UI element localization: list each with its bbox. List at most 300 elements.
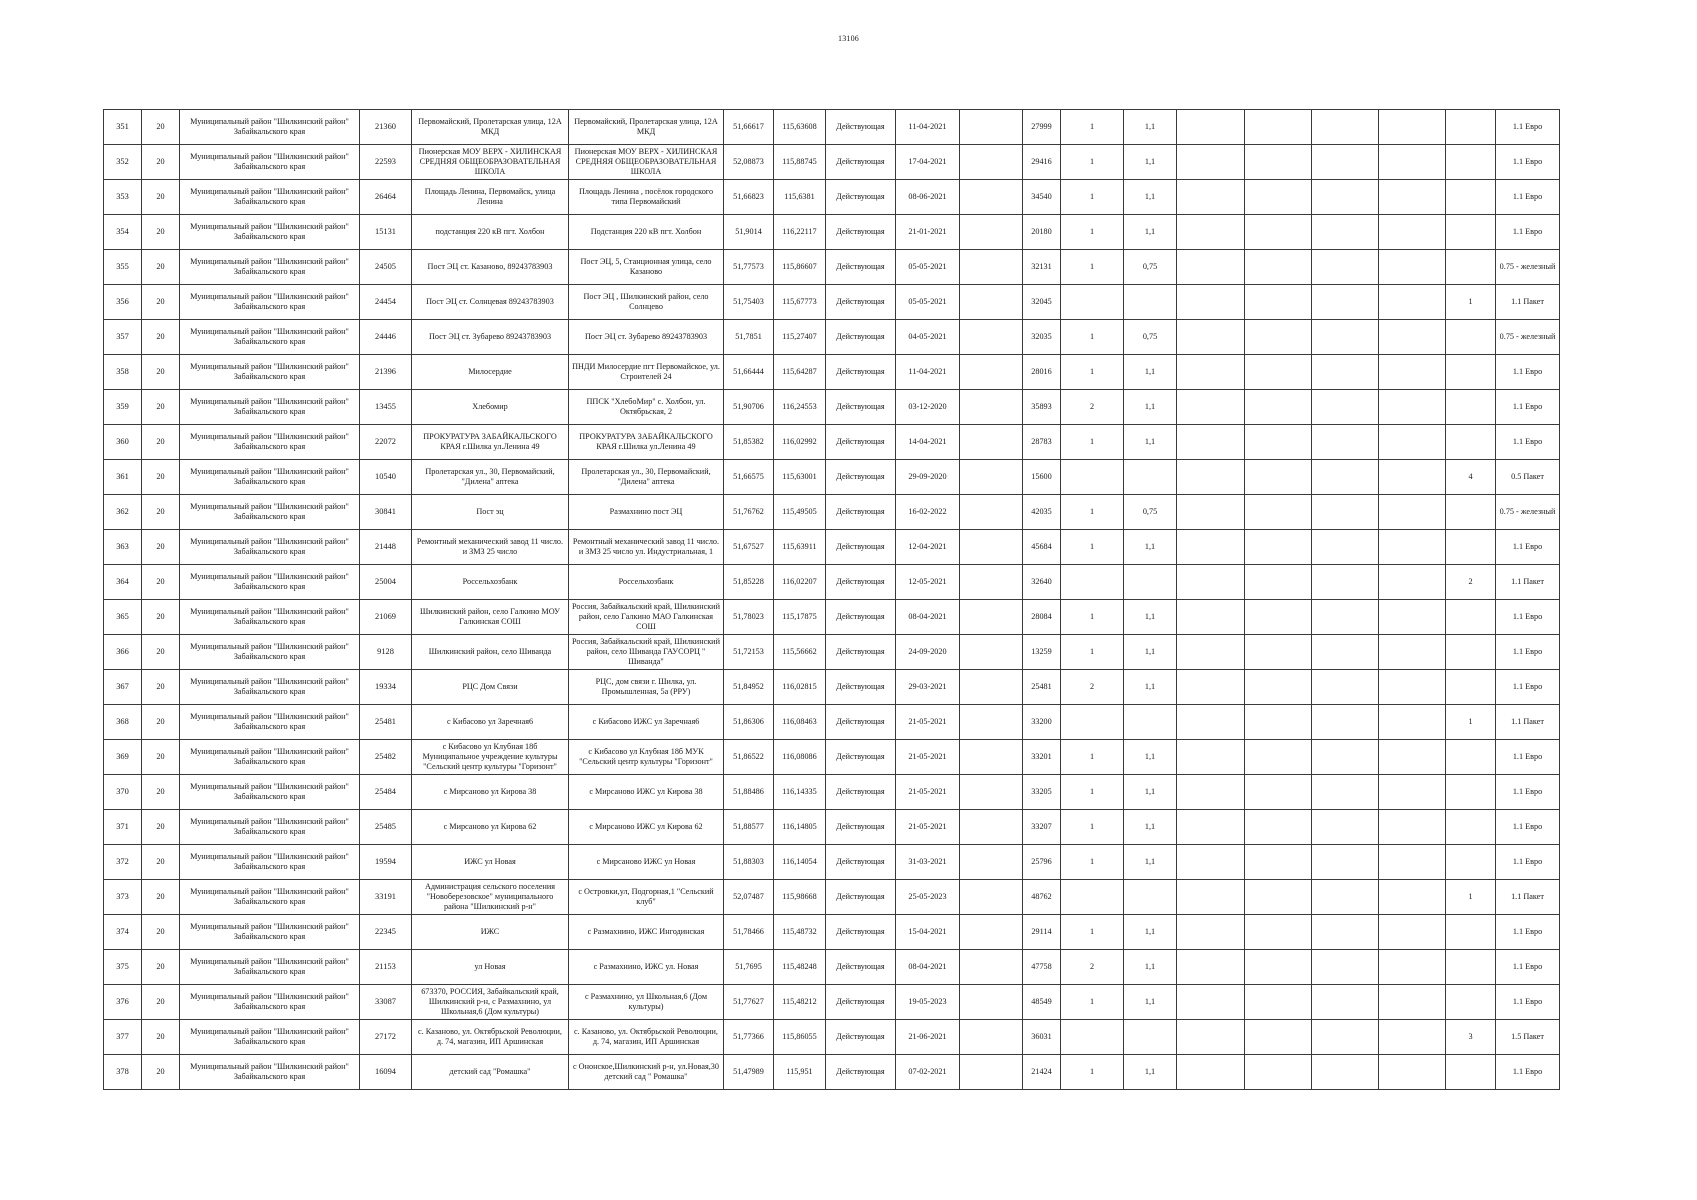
cell-content xyxy=(106,752,139,762)
cell-content xyxy=(776,577,823,587)
cell-text: 1 xyxy=(1089,752,1095,761)
cell-empty-col-e xyxy=(1379,670,1446,705)
cell-content xyxy=(182,537,357,557)
cell-text: 26464 xyxy=(375,192,396,201)
cell-content xyxy=(898,507,957,517)
cell-text: 351 xyxy=(116,122,129,131)
cell-empty-col-c xyxy=(1245,215,1312,250)
cell-content xyxy=(1498,402,1557,412)
cell-text: 29416 xyxy=(1031,157,1052,166)
cell-text: 25481 xyxy=(1031,682,1052,691)
cell-content xyxy=(776,297,823,307)
cell-content xyxy=(182,152,357,172)
cell-latitude xyxy=(724,810,774,845)
cell-content xyxy=(1126,752,1174,762)
cell-text: 1.1 Евро xyxy=(1512,822,1543,831)
cell-empty-col-b xyxy=(1177,110,1245,145)
cell-content xyxy=(1025,227,1058,237)
cell-content xyxy=(828,332,893,342)
cell-text: 1.1 Евро xyxy=(1512,927,1543,936)
cell-content xyxy=(1063,682,1121,692)
cell-text: 51,67527 xyxy=(733,542,764,551)
cell-container-volume xyxy=(1124,530,1177,565)
cell-content xyxy=(362,962,409,972)
cell-date xyxy=(896,915,960,950)
cell-location-description xyxy=(569,775,724,810)
cell-text: 0.75 - железный xyxy=(1499,332,1556,341)
cell-text: Пост ЭЦ, 5, Станционная улица, село Казаново xyxy=(580,257,712,276)
cell-text: 115,86607 xyxy=(782,262,817,271)
cell-text: 358 xyxy=(116,367,129,376)
cell-content xyxy=(362,612,409,622)
cell-text: 1 xyxy=(1089,262,1095,271)
cell-address xyxy=(412,845,569,880)
cell-text: 12-04-2021 xyxy=(908,542,947,551)
cell-container-site-code xyxy=(1023,495,1061,530)
cell-text: с. Казаново, ул. Октябрьской Революции, д. 74, магазин, ИП Аршинская xyxy=(418,1027,562,1046)
cell-content xyxy=(1063,1067,1121,1077)
cell-bag-count xyxy=(1446,915,1496,950)
cell-empty-col-d xyxy=(1312,460,1379,495)
cell-municipality xyxy=(180,145,360,180)
cell-site-id xyxy=(360,320,412,355)
cell-content xyxy=(726,752,771,762)
cell-text: 33191 xyxy=(375,892,396,901)
cell-content xyxy=(1498,542,1557,552)
cell-row-number xyxy=(104,495,142,530)
cell-text: Пост ЭЦ ст. Казаново, 89243783903 xyxy=(427,262,553,271)
cell-empty-col-e xyxy=(1379,600,1446,635)
cell-content xyxy=(1126,157,1174,167)
cell-empty-col-e xyxy=(1379,145,1446,180)
cell-longitude xyxy=(774,1055,826,1090)
cell-content xyxy=(571,147,721,177)
cell-content xyxy=(898,1067,957,1077)
cell-site-id xyxy=(360,670,412,705)
cell-text: Милосердие xyxy=(468,367,512,376)
cell-row-number xyxy=(104,950,142,985)
cell-text: 1 xyxy=(1089,437,1095,446)
cell-location-description xyxy=(569,600,724,635)
cell-bag-count xyxy=(1446,670,1496,705)
cell-content xyxy=(106,892,139,902)
cell-content xyxy=(144,752,177,762)
table-row xyxy=(104,145,1560,180)
cell-content xyxy=(1126,367,1174,377)
cell-empty-col-a xyxy=(960,705,1023,740)
cell-container-count xyxy=(1061,285,1124,320)
cell-content xyxy=(1025,332,1058,342)
cell-content xyxy=(414,647,566,657)
cell-content xyxy=(106,612,139,622)
cell-text: Муниципальный район "Шилкинский район" Забайкальского края xyxy=(190,957,349,976)
cell-location-description xyxy=(569,460,724,495)
cell-content xyxy=(414,717,566,727)
cell-content xyxy=(776,542,823,552)
cell-status xyxy=(826,495,896,530)
cell-content xyxy=(106,472,139,482)
cell-address xyxy=(412,390,569,425)
cell-address xyxy=(412,425,569,460)
cell-content xyxy=(1498,612,1557,622)
cell-text: с Мирсаново ул Кирова 62 xyxy=(443,822,537,831)
cell-text: 16094 xyxy=(375,1067,396,1076)
cell-region-code xyxy=(142,495,180,530)
cell-site-id xyxy=(360,285,412,320)
cell-empty-col-b xyxy=(1177,355,1245,390)
cell-row-number xyxy=(104,1020,142,1055)
cell-longitude xyxy=(774,495,826,530)
cell-content xyxy=(1025,577,1058,587)
cell-container-count xyxy=(1061,250,1124,285)
cell-container-site-code xyxy=(1023,390,1061,425)
cell-municipality xyxy=(180,635,360,670)
cell-text: 115,56662 xyxy=(782,647,817,656)
cell-text: 35893 xyxy=(1031,402,1052,411)
cell-text: 115,49505 xyxy=(782,507,817,516)
cell-content xyxy=(1126,262,1174,272)
cell-status xyxy=(826,565,896,600)
cell-text: 33205 xyxy=(1031,787,1052,796)
cell-content xyxy=(898,192,957,202)
cell-latitude xyxy=(724,145,774,180)
cell-container-volume xyxy=(1124,1020,1177,1055)
table-row xyxy=(104,635,1560,670)
cell-text: Администрация сельского поселения "Новоберезовское" муниципального района "Шилкинский р-н" xyxy=(424,882,556,911)
cell-text: 21153 xyxy=(375,962,396,971)
cell-row-number xyxy=(104,355,142,390)
cell-date xyxy=(896,775,960,810)
cell-empty-col-b xyxy=(1177,460,1245,495)
cell-content xyxy=(1025,682,1058,692)
cell-text: 10540 xyxy=(375,472,396,481)
page-number: 13106 xyxy=(838,34,859,43)
cell-bag-count xyxy=(1446,635,1496,670)
cell-content xyxy=(182,572,357,592)
cell-content xyxy=(571,537,721,557)
cell-bag-count xyxy=(1446,705,1496,740)
table-row xyxy=(104,915,1560,950)
cell-text: 20 xyxy=(156,752,165,761)
cell-content xyxy=(776,857,823,867)
cell-content xyxy=(362,192,409,202)
cell-text: Пост ЭЦ ст. Зубарево 89243783903 xyxy=(428,332,552,341)
cell-content xyxy=(362,122,409,132)
cell-text: Действующая xyxy=(836,437,885,446)
cell-text: Действующая xyxy=(836,647,885,656)
cell-status xyxy=(826,775,896,810)
cell-content xyxy=(182,397,357,417)
cell-content xyxy=(144,262,177,272)
cell-text: 1.1 Евро xyxy=(1512,227,1543,236)
table-row xyxy=(104,600,1560,635)
cell-content xyxy=(571,677,721,697)
cell-text: с Мирсаново ИЖС ул Кирова 62 xyxy=(589,822,703,831)
cell-content xyxy=(776,402,823,412)
cell-container-volume xyxy=(1124,320,1177,355)
cell-content xyxy=(106,542,139,552)
cell-text: 51,66617 xyxy=(733,122,764,131)
cell-text: 115,17875 xyxy=(782,612,817,621)
cell-text: 1.1 Евро xyxy=(1512,787,1543,796)
cell-content xyxy=(726,472,771,482)
cell-status xyxy=(826,705,896,740)
cell-text: Шилкинский район, село Галкино МОУ Галкинская СОШ xyxy=(420,607,560,626)
cell-content xyxy=(106,157,139,167)
cell-content xyxy=(898,542,957,552)
cell-content xyxy=(182,922,357,942)
cell-latitude xyxy=(724,565,774,600)
cell-content xyxy=(1498,927,1557,937)
cell-text: с Мирсаново ИЖС ул Кирова 38 xyxy=(589,787,703,796)
cell-content xyxy=(106,577,139,587)
cell-container-site-code xyxy=(1023,250,1061,285)
cell-container-count xyxy=(1061,985,1124,1020)
cell-region-code xyxy=(142,740,180,775)
cell-empty-col-c xyxy=(1245,635,1312,670)
cell-content xyxy=(828,962,893,972)
cell-empty-col-d xyxy=(1312,390,1379,425)
cell-text: 1.1 Пакет xyxy=(1511,297,1544,306)
cell-content xyxy=(1063,367,1121,377)
cell-text: 21424 xyxy=(1031,1067,1052,1076)
cell-text: 365 xyxy=(116,612,129,621)
cell-site-id xyxy=(360,565,412,600)
cell-content xyxy=(726,507,771,517)
cell-text: 1 xyxy=(1468,892,1473,901)
cell-empty-col-a xyxy=(960,215,1023,250)
cell-content xyxy=(182,817,357,837)
cell-text: 1,1 xyxy=(1144,962,1156,971)
cell-content xyxy=(362,647,409,657)
cell-text: 354 xyxy=(116,227,129,236)
cell-text: подстанция 220 кВ пгт. Холбон xyxy=(435,227,545,236)
cell-content xyxy=(362,927,409,937)
cell-row-number xyxy=(104,215,142,250)
cell-empty-col-d xyxy=(1312,565,1379,600)
cell-location-description xyxy=(569,180,724,215)
cell-text: 116,02815 xyxy=(782,682,817,691)
cell-text: 115,6381 xyxy=(784,192,815,201)
cell-content xyxy=(144,717,177,727)
cell-bag-count xyxy=(1446,250,1496,285)
cell-site-id xyxy=(360,600,412,635)
cell-municipality xyxy=(180,250,360,285)
cell-text: 0.75 - железный xyxy=(1499,507,1556,516)
cell-date xyxy=(896,530,960,565)
cell-text: ПНДИ Милосердие пгт Первомайское, ул. Строителей 24 xyxy=(572,362,720,381)
cell-content xyxy=(898,332,957,342)
cell-text: Пост ЭЦ , Шилкинский район, село Солнцево xyxy=(583,292,709,311)
cell-content xyxy=(414,147,566,177)
cell-content xyxy=(414,332,566,342)
cell-site-id xyxy=(360,740,412,775)
cell-content xyxy=(828,542,893,552)
cell-empty-col-a xyxy=(960,670,1023,705)
cell-content xyxy=(182,187,357,207)
cell-text: Муниципальный район "Шилкинский район" Забайкальского края xyxy=(190,257,349,276)
cell-address xyxy=(412,355,569,390)
cell-container-volume xyxy=(1124,145,1177,180)
cell-container-type xyxy=(1496,250,1560,285)
cell-address xyxy=(412,670,569,705)
cell-empty-col-e xyxy=(1379,320,1446,355)
cell-content xyxy=(144,332,177,342)
cell-municipality xyxy=(180,285,360,320)
cell-bag-count xyxy=(1446,285,1496,320)
cell-text: Действующая xyxy=(836,612,885,621)
cell-region-code xyxy=(142,110,180,145)
cell-empty-col-d xyxy=(1312,845,1379,880)
cell-content xyxy=(1063,542,1121,552)
cell-content xyxy=(571,187,721,207)
cell-container-volume xyxy=(1124,985,1177,1020)
cell-empty-col-a xyxy=(960,250,1023,285)
cell-content xyxy=(898,647,957,657)
cell-latitude xyxy=(724,845,774,880)
cell-content xyxy=(828,927,893,937)
cell-text: 367 xyxy=(116,682,129,691)
cell-longitude xyxy=(774,775,826,810)
cell-empty-col-e xyxy=(1379,845,1446,880)
cell-content xyxy=(182,642,357,662)
cell-empty-col-b xyxy=(1177,705,1245,740)
cell-text: 51,88486 xyxy=(733,787,764,796)
cell-text: 356 xyxy=(116,297,129,306)
cell-text: Действующая xyxy=(836,682,885,691)
cell-text: 0.5 Пакет xyxy=(1511,472,1544,481)
cell-content xyxy=(776,157,823,167)
cell-empty-col-c xyxy=(1245,390,1312,425)
cell-empty-col-b xyxy=(1177,390,1245,425)
cell-empty-col-a xyxy=(960,985,1023,1020)
cell-content xyxy=(726,262,771,272)
cell-region-code xyxy=(142,425,180,460)
cell-region-code xyxy=(142,670,180,705)
cell-content xyxy=(571,257,721,277)
cell-municipality xyxy=(180,1020,360,1055)
cell-text: Муниципальный район "Шилкинский район" Забайкальского края xyxy=(190,747,349,766)
table-row xyxy=(104,355,1560,390)
cell-row-number xyxy=(104,530,142,565)
cell-text: 1.1 Евро xyxy=(1512,752,1543,761)
cell-content xyxy=(776,787,823,797)
cell-content xyxy=(1498,857,1557,867)
cell-site-id xyxy=(360,1055,412,1090)
cell-container-site-code xyxy=(1023,880,1061,915)
cell-text: 1.1 Евро xyxy=(1512,402,1543,411)
cell-empty-col-b xyxy=(1177,950,1245,985)
cell-empty-col-e xyxy=(1379,1020,1446,1055)
cell-text: Площадь Ленина , посёлок городского типа Первомайский xyxy=(578,187,714,206)
cell-content xyxy=(414,187,566,207)
cell-empty-col-b xyxy=(1177,145,1245,180)
cell-container-site-code xyxy=(1023,425,1061,460)
cell-container-count xyxy=(1061,810,1124,845)
cell-text: 1,1 xyxy=(1144,227,1156,236)
cell-empty-col-d xyxy=(1312,180,1379,215)
cell-municipality xyxy=(180,460,360,495)
cell-date xyxy=(896,985,960,1020)
cell-empty-col-e xyxy=(1379,285,1446,320)
cell-empty-col-b xyxy=(1177,565,1245,600)
cell-content xyxy=(414,227,566,237)
cell-content xyxy=(144,962,177,972)
cell-content xyxy=(1126,542,1174,552)
cell-content xyxy=(414,432,566,452)
cell-container-count xyxy=(1061,530,1124,565)
cell-content xyxy=(182,1027,357,1047)
cell-container-volume xyxy=(1124,740,1177,775)
cell-content xyxy=(776,367,823,377)
cell-empty-col-c xyxy=(1245,1055,1312,1090)
cell-empty-col-b xyxy=(1177,915,1245,950)
cell-content xyxy=(571,292,721,312)
cell-container-volume xyxy=(1124,915,1177,950)
cell-text: 34540 xyxy=(1031,192,1052,201)
cell-date xyxy=(896,810,960,845)
cell-municipality xyxy=(180,390,360,425)
cell-content xyxy=(1498,787,1557,797)
cell-text: Муниципальный район "Шилкинский район" Забайкальского края xyxy=(190,677,349,696)
cell-text: Пост ЭЦ ст. Солнцевая 89243783903 xyxy=(426,297,554,306)
cell-text: Муниципальный район "Шилкинский район" Забайкальского края xyxy=(190,887,349,906)
cell-empty-col-e xyxy=(1379,180,1446,215)
cell-content xyxy=(1025,472,1058,482)
cell-site-id xyxy=(360,425,412,460)
cell-empty-col-e xyxy=(1379,915,1446,950)
cell-container-volume xyxy=(1124,670,1177,705)
cell-text: 374 xyxy=(116,927,129,936)
cell-text: 20 xyxy=(156,437,165,446)
cell-text: 20 xyxy=(156,577,165,586)
cell-text: 1,1 xyxy=(1144,822,1156,831)
cell-empty-col-a xyxy=(960,530,1023,565)
cell-content xyxy=(1126,1067,1174,1077)
cell-text: 11-04-2021 xyxy=(908,367,947,376)
cell-longitude xyxy=(774,810,826,845)
cell-content xyxy=(144,157,177,167)
cell-text: 28783 xyxy=(1031,437,1052,446)
cell-empty-col-a xyxy=(960,355,1023,390)
cell-content xyxy=(571,577,721,587)
cell-text: 1,1 xyxy=(1144,752,1156,761)
cell-text: 370 xyxy=(116,787,129,796)
cell-text: 1,1 xyxy=(1144,997,1156,1006)
cell-text: 1,1 xyxy=(1144,157,1156,166)
cell-content xyxy=(144,122,177,132)
cell-empty-col-b xyxy=(1177,635,1245,670)
cell-container-count xyxy=(1061,390,1124,425)
cell-content xyxy=(144,367,177,377)
cell-status xyxy=(826,740,896,775)
cell-latitude xyxy=(724,320,774,355)
cell-text: Действующая xyxy=(836,122,885,131)
cell-content xyxy=(1126,787,1174,797)
cell-content xyxy=(1025,612,1058,622)
cell-content xyxy=(106,367,139,377)
cell-container-volume xyxy=(1124,460,1177,495)
cell-content xyxy=(1448,297,1493,307)
cell-container-count xyxy=(1061,740,1124,775)
cell-content xyxy=(571,717,721,727)
cell-municipality xyxy=(180,670,360,705)
cell-site-id xyxy=(360,390,412,425)
cell-container-count xyxy=(1061,215,1124,250)
cell-text: 369 xyxy=(116,752,129,761)
cell-latitude xyxy=(724,740,774,775)
table-row xyxy=(104,530,1560,565)
